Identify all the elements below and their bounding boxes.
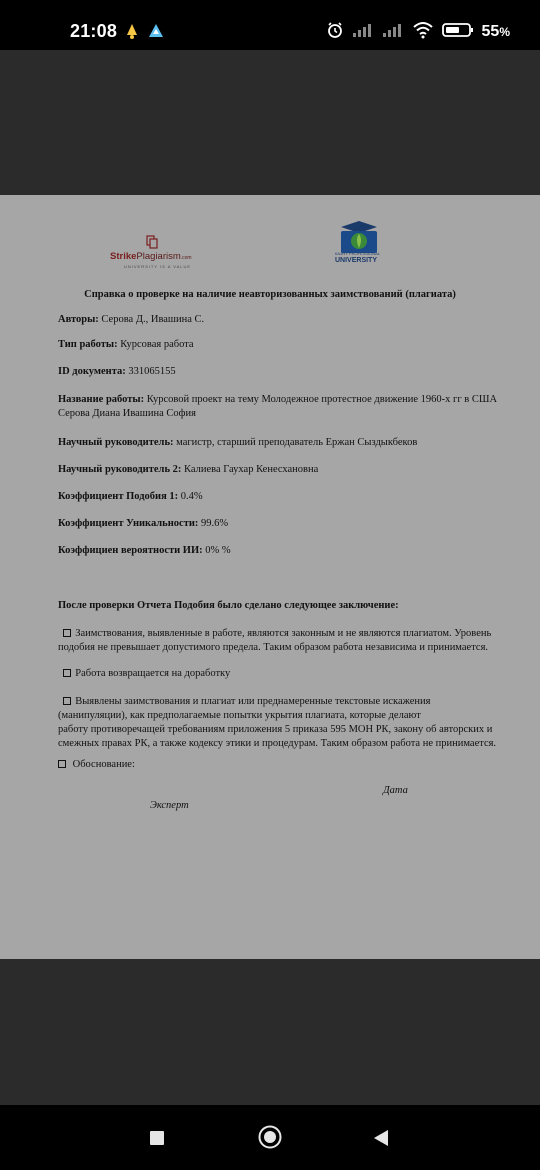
supervisor-row: Научный руководитель: магистр, старший преподаватель Ержан Сыздыкбеков bbox=[58, 437, 418, 448]
document-id-row: ID документа: 331065155 bbox=[58, 366, 176, 377]
battery-level: 55% bbox=[481, 23, 510, 40]
checkbox-justification[interactable] bbox=[58, 760, 66, 768]
viewer-background-bottom bbox=[0, 959, 540, 1105]
uniqueness-row: Коэффициент Уникальности: 99.6% bbox=[58, 518, 229, 529]
home-circle-icon[interactable] bbox=[258, 1125, 282, 1154]
viewer-background-top bbox=[0, 50, 540, 195]
app-notification-icon bbox=[147, 22, 165, 40]
ai-probability-row: Коэффициен вероятности ИИ: 0% % bbox=[58, 545, 231, 556]
battery-icon bbox=[442, 22, 474, 43]
checkbox-returned[interactable] bbox=[63, 669, 71, 677]
checkbox-rejected[interactable] bbox=[63, 697, 71, 705]
notification-bell-icon bbox=[123, 22, 141, 40]
alarm-icon bbox=[326, 21, 344, 44]
back-triangle-icon[interactable] bbox=[372, 1129, 390, 1152]
strikeplagiarism-logo: StrikePlagiarism.com UNIVERSITY IS A VALUE bbox=[110, 235, 210, 275]
conclusion-heading: После проверки Отчета Подобия было сделано следующее заключение: bbox=[58, 600, 399, 611]
work-type-row: Тип работы: Курсовая работа bbox=[58, 339, 194, 350]
status-bar bbox=[0, 0, 540, 50]
document-title: Справка о проверке на наличие неавторизованных заимствований (плагиата) bbox=[84, 289, 456, 300]
work-title-row: Название работы: Курсовой проект на тему Молодежное протестное движение 1960-х гг в США Серова Диана Ивашина София bbox=[58, 394, 498, 419]
supervisor2-row: Научный руководитель 2: Калиева Гаухар Кенесхановна bbox=[58, 464, 319, 475]
wifi-icon bbox=[412, 21, 434, 44]
justification-row: Обоснование: bbox=[58, 759, 135, 770]
expert-label: Эксперт bbox=[150, 800, 189, 811]
option-rejected: Выявлены заимствования и плагиат или преднамеренные текстовые искажения (манипуляции), как предполагаемые попытки укрытия плагиата, которые делают работу противоречащей требованиям приложения 5 приказа 595 МОН РК, закону об авторских и смежных правах РК, а также кодексу этики и процедурам. Таким образом работа не принимается. bbox=[58, 696, 497, 749]
university-logo: КАЗНУ PROFESSIONAL UNIVERSITY bbox=[335, 219, 401, 271]
checkbox-accepted[interactable] bbox=[63, 629, 71, 637]
similarity-row: Коэффициент Подобия 1: 0.4% bbox=[58, 491, 203, 502]
recents-square-icon[interactable] bbox=[149, 1130, 165, 1151]
signal-2-icon bbox=[382, 22, 404, 43]
navigation-bar bbox=[0, 1105, 540, 1170]
document-page[interactable] bbox=[0, 195, 540, 959]
date-label: Дата bbox=[383, 785, 408, 796]
clock: 21:08 bbox=[70, 21, 118, 41]
option-accepted: Заимствования, выявленные в работе, являются законным и не являются плагиатом. Уровень подобия не превышает допустимого предела. Таким образом работа независима и принимается. bbox=[58, 628, 492, 653]
signal-icon bbox=[352, 22, 374, 43]
option-returned: Работа возвращается на доработку bbox=[58, 667, 518, 681]
authors-row: Авторы: Серова Д., Ивашина С. bbox=[58, 314, 205, 325]
